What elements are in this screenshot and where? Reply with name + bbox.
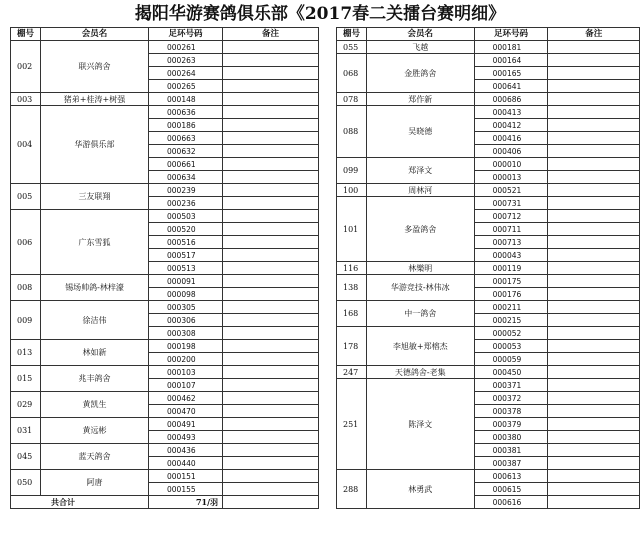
table-row (337, 158, 640, 171)
ring-number: 000155 (149, 483, 223, 496)
right-member-table (336, 27, 640, 509)
ring-number: 000379 (474, 418, 548, 431)
ring-number: 000613 (474, 470, 548, 483)
member-name: 锡场帅鸽-林梓濠 (41, 275, 149, 301)
note-cell (223, 366, 319, 379)
member-name: 林勇武 (366, 470, 474, 509)
ring-number: 000711 (474, 223, 548, 236)
right-table-body (337, 41, 640, 509)
note-cell (223, 197, 319, 210)
ring-number: 000406 (474, 145, 548, 158)
table-row (11, 392, 319, 405)
note-cell (548, 405, 640, 418)
member-name: 华游竞技-林伟冰 (366, 275, 474, 301)
pen-number: 055 (337, 41, 367, 54)
ring-number: 000265 (149, 80, 223, 93)
member-name: 李旭敏+郑榕杰 (366, 327, 474, 366)
note-cell (548, 67, 640, 80)
table-row (337, 379, 640, 392)
note-cell (223, 54, 319, 67)
note-cell (548, 262, 640, 275)
note-cell (223, 249, 319, 262)
pen-number: 008 (11, 275, 41, 301)
header-note: 备注 (548, 28, 640, 41)
pen-number: 050 (11, 470, 41, 496)
table-row (337, 106, 640, 119)
note-cell (548, 54, 640, 67)
member-name: 多盈鸽舍 (366, 197, 474, 262)
pen-number: 116 (337, 262, 367, 275)
ring-number: 000436 (149, 444, 223, 457)
note-cell (548, 158, 640, 171)
note-cell (223, 327, 319, 340)
note-cell (223, 262, 319, 275)
ring-number: 000059 (474, 353, 548, 366)
left-member-table (10, 27, 319, 509)
table-row (337, 366, 640, 379)
ring-number: 000215 (474, 314, 548, 327)
ring-number: 000462 (149, 392, 223, 405)
note-cell (548, 431, 640, 444)
note-cell (223, 236, 319, 249)
left-table-body (11, 41, 319, 509)
note-cell (223, 275, 319, 288)
pen-number: 101 (337, 197, 367, 262)
ring-number: 000636 (149, 106, 223, 119)
pen-number: 168 (337, 301, 367, 327)
ring-number: 000634 (149, 171, 223, 184)
ring-number: 000151 (149, 470, 223, 483)
member-name: 天德鸽舍-老集 (366, 366, 474, 379)
ring-number: 000119 (474, 262, 548, 275)
header-pen: 棚号 (11, 28, 41, 41)
member-name: 兆丰鸽舍 (41, 366, 149, 392)
note-cell (223, 483, 319, 496)
member-name: 金胜鸽舍 (366, 54, 474, 93)
pen-number: 031 (11, 418, 41, 444)
table-row (11, 418, 319, 431)
pen-number: 005 (11, 184, 41, 210)
total-value: 71/羽 (149, 496, 223, 509)
ring-number: 000713 (474, 236, 548, 249)
note-cell (548, 340, 640, 353)
table-row (337, 54, 640, 67)
ring-number: 000165 (474, 67, 548, 80)
ring-number: 000521 (474, 184, 548, 197)
table-row (337, 184, 640, 197)
header-note: 备注 (223, 28, 319, 41)
note-cell (548, 496, 640, 509)
member-name: 中一鸽舍 (366, 301, 474, 327)
pen-number: 138 (337, 275, 367, 301)
table-row (337, 41, 640, 54)
ring-number: 000686 (474, 93, 548, 106)
header-member: 会员名 (41, 28, 149, 41)
ring-number: 000663 (149, 132, 223, 145)
member-name: 吴晓德 (366, 106, 474, 158)
member-name: 郑泽文 (366, 158, 474, 184)
note-cell (223, 496, 319, 509)
note-cell (548, 41, 640, 54)
note-cell (548, 379, 640, 392)
pen-number: 003 (11, 93, 41, 106)
member-name: 林如新 (41, 340, 149, 366)
table-row (11, 470, 319, 483)
ring-number: 000043 (474, 249, 548, 262)
pen-number: 029 (11, 392, 41, 418)
member-name: 猪弟+桂涛+树强 (41, 93, 149, 106)
note-cell (223, 288, 319, 301)
member-name: 陈泽文 (366, 379, 474, 470)
note-cell (548, 145, 640, 158)
ring-number: 000387 (474, 457, 548, 470)
note-cell (223, 132, 319, 145)
page-title: 揭阳华游赛鸽俱乐部《2017春二关擂台赛明细》 (134, 4, 506, 24)
ring-number: 000010 (474, 158, 548, 171)
pen-number: 013 (11, 340, 41, 366)
ring-number: 000413 (474, 106, 548, 119)
note-cell (548, 197, 640, 210)
ring-number: 000264 (149, 67, 223, 80)
member-name: 广东雪狐 (41, 210, 149, 275)
member-name: 华游俱乐部 (41, 106, 149, 184)
ring-number: 000731 (474, 197, 548, 210)
note-cell (223, 444, 319, 457)
note-cell (223, 301, 319, 314)
note-cell (548, 210, 640, 223)
ring-number: 000440 (149, 457, 223, 470)
note-cell (223, 67, 319, 80)
ring-number: 000181 (474, 41, 548, 54)
table-row (11, 93, 319, 106)
ring-number: 000176 (474, 288, 548, 301)
ring-number: 000416 (474, 132, 548, 145)
ring-number: 000091 (149, 275, 223, 288)
note-cell (223, 405, 319, 418)
note-cell (548, 288, 640, 301)
pen-number: 078 (337, 93, 367, 106)
pen-number: 006 (11, 210, 41, 275)
ring-number: 000200 (149, 353, 223, 366)
pen-number: 088 (337, 106, 367, 158)
note-cell (223, 314, 319, 327)
note-cell (548, 301, 640, 314)
ring-number: 000381 (474, 444, 548, 457)
table-row (337, 197, 640, 210)
table-row (11, 275, 319, 288)
pen-number: 068 (337, 54, 367, 93)
ring-number: 000148 (149, 93, 223, 106)
note-cell (223, 171, 319, 184)
table-row (11, 106, 319, 119)
note-cell (223, 223, 319, 236)
note-cell (548, 184, 640, 197)
header-pen: 棚号 (337, 28, 367, 41)
note-cell (223, 379, 319, 392)
note-cell (223, 340, 319, 353)
table-row (337, 262, 640, 275)
note-cell (548, 171, 640, 184)
note-cell (548, 93, 640, 106)
note-cell (548, 392, 640, 405)
note-cell (223, 93, 319, 106)
note-cell (548, 327, 640, 340)
note-cell (223, 470, 319, 483)
note-cell (548, 119, 640, 132)
note-cell (223, 431, 319, 444)
ring-number: 000493 (149, 431, 223, 444)
pen-number: 247 (337, 366, 367, 379)
ring-number: 000098 (149, 288, 223, 301)
table-row (11, 366, 319, 379)
note-cell (223, 184, 319, 197)
ring-number: 000103 (149, 366, 223, 379)
table-row (11, 444, 319, 457)
ring-number: 000517 (149, 249, 223, 262)
note-cell (223, 80, 319, 93)
pen-number: 004 (11, 106, 41, 184)
table-row (337, 275, 640, 288)
ring-number: 000470 (149, 405, 223, 418)
pen-number: 002 (11, 41, 41, 93)
pen-number: 288 (337, 470, 367, 509)
ring-number: 000052 (474, 327, 548, 340)
ring-number: 000661 (149, 158, 223, 171)
member-name: 黄远彬 (41, 418, 149, 444)
ring-number: 000616 (474, 496, 548, 509)
header-member: 会员名 (366, 28, 474, 41)
ring-number: 000263 (149, 54, 223, 67)
note-cell (548, 249, 640, 262)
table-row (11, 41, 319, 54)
ring-number: 000380 (474, 431, 548, 444)
member-name: 联兴鸽舍 (41, 41, 149, 93)
member-name: 周林河 (366, 184, 474, 197)
ring-number: 000053 (474, 340, 548, 353)
note-cell (223, 119, 319, 132)
member-name: 飞越 (366, 41, 474, 54)
header-ring: 足环号码 (149, 28, 223, 41)
total-label: 共合计 (11, 496, 149, 509)
ring-number: 000372 (474, 392, 548, 405)
ring-number: 000450 (474, 366, 548, 379)
ring-number: 000305 (149, 301, 223, 314)
table-header-row (11, 28, 319, 41)
table-row (11, 210, 319, 223)
table-row (11, 301, 319, 314)
member-name: 郑作新 (366, 93, 474, 106)
note-cell (223, 392, 319, 405)
ring-number: 000211 (474, 301, 548, 314)
note-cell (548, 80, 640, 93)
note-cell (223, 418, 319, 431)
ring-number: 000615 (474, 483, 548, 496)
ring-number: 000491 (149, 418, 223, 431)
pen-number: 178 (337, 327, 367, 366)
note-cell (548, 444, 640, 457)
ring-number: 000520 (149, 223, 223, 236)
ring-number: 000412 (474, 119, 548, 132)
ring-number: 000239 (149, 184, 223, 197)
pen-number: 009 (11, 301, 41, 340)
table-row (11, 184, 319, 197)
table-row (337, 93, 640, 106)
ring-number: 000516 (149, 236, 223, 249)
note-cell (223, 145, 319, 158)
table-row (337, 470, 640, 483)
pen-number: 100 (337, 184, 367, 197)
note-cell (223, 41, 319, 54)
note-cell (223, 457, 319, 470)
ring-number: 000371 (474, 379, 548, 392)
member-name: 蓝天鸽舍 (41, 444, 149, 470)
ring-number: 000503 (149, 210, 223, 223)
note-cell (548, 470, 640, 483)
pen-number: 099 (337, 158, 367, 184)
ring-number: 000306 (149, 314, 223, 327)
table-header-row (337, 28, 640, 41)
note-cell (548, 366, 640, 379)
note-cell (548, 457, 640, 470)
note-cell (223, 353, 319, 366)
pen-number: 045 (11, 444, 41, 470)
note-cell (548, 106, 640, 119)
note-cell (548, 236, 640, 249)
note-cell (223, 158, 319, 171)
pen-number: 251 (337, 379, 367, 470)
ring-number: 000107 (149, 379, 223, 392)
member-name: 徐洁伟 (41, 301, 149, 340)
note-cell (548, 314, 640, 327)
note-cell (223, 106, 319, 119)
ring-number: 000308 (149, 327, 223, 340)
table-row (337, 301, 640, 314)
note-cell (548, 418, 640, 431)
ring-number: 000712 (474, 210, 548, 223)
ring-number: 000175 (474, 275, 548, 288)
note-cell (548, 483, 640, 496)
ring-number: 000261 (149, 41, 223, 54)
note-cell (548, 223, 640, 236)
ring-number: 000186 (149, 119, 223, 132)
ring-number: 000164 (474, 54, 548, 67)
member-name: 林樂明 (366, 262, 474, 275)
header-ring: 足环号码 (474, 28, 548, 41)
table-row (11, 340, 319, 353)
ring-number: 000513 (149, 262, 223, 275)
member-name: 三友联翔 (41, 184, 149, 210)
ring-number: 000236 (149, 197, 223, 210)
member-name: 阿唐 (41, 470, 149, 496)
note-cell (223, 210, 319, 223)
ring-number: 000013 (474, 171, 548, 184)
note-cell (548, 353, 640, 366)
ring-number: 000632 (149, 145, 223, 158)
note-cell (548, 132, 640, 145)
ring-number: 000641 (474, 80, 548, 93)
table-row (337, 327, 640, 340)
note-cell (548, 275, 640, 288)
ring-number: 000378 (474, 405, 548, 418)
pen-number: 015 (11, 366, 41, 392)
total-row (11, 496, 319, 509)
ring-number: 000198 (149, 340, 223, 353)
member-name: 黄凯生 (41, 392, 149, 418)
